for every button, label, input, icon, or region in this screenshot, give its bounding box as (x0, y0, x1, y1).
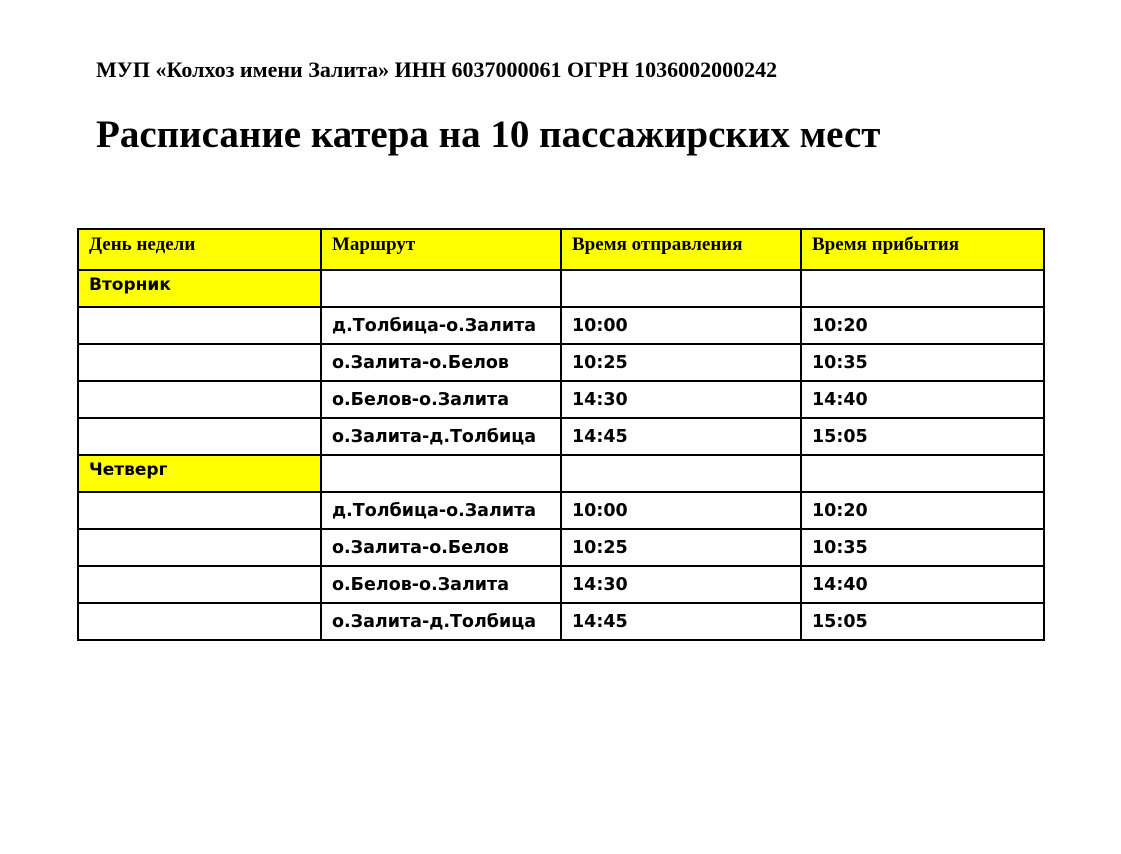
empty-cell (321, 455, 561, 492)
empty-cell (78, 307, 321, 344)
day-row (78, 455, 1044, 492)
column-header-day: День недели (78, 229, 321, 270)
day-cell: Вторник (78, 270, 321, 307)
table-row (78, 492, 1044, 529)
route-cell: о.Белов-о.Залита (321, 381, 561, 418)
table-header-row (78, 229, 1044, 270)
table-row (78, 603, 1044, 640)
empty-cell (78, 566, 321, 603)
column-header-route: Маршрут (321, 229, 561, 270)
table-row (78, 344, 1044, 381)
empty-cell (801, 270, 1044, 307)
route-cell: о.Залита-д.Толбица (321, 418, 561, 455)
route-cell: д.Толбица-о.Залита (321, 492, 561, 529)
departure-cell: 14:30 (561, 381, 801, 418)
arrival-cell: 10:20 (801, 307, 1044, 344)
departure-cell: 14:45 (561, 603, 801, 640)
departure-cell: 10:00 (561, 492, 801, 529)
route-cell: о.Белов-о.Залита (321, 566, 561, 603)
arrival-cell: 15:05 (801, 418, 1044, 455)
empty-cell (321, 270, 561, 307)
empty-cell (78, 492, 321, 529)
route-cell: о.Залита-д.Толбица (321, 603, 561, 640)
empty-cell (561, 270, 801, 307)
departure-cell: 10:25 (561, 344, 801, 381)
table-row (78, 381, 1044, 418)
table-row (78, 418, 1044, 455)
arrival-cell: 15:05 (801, 603, 1044, 640)
empty-cell (78, 418, 321, 455)
empty-cell (801, 455, 1044, 492)
arrival-cell: 10:35 (801, 529, 1044, 566)
empty-cell (78, 603, 321, 640)
empty-cell (78, 344, 321, 381)
empty-cell (78, 381, 321, 418)
empty-cell (561, 455, 801, 492)
page-title: Расписание катера на 10 пассажирских мест (96, 113, 881, 156)
table-row (78, 566, 1044, 603)
day-cell: Четверг (78, 455, 321, 492)
route-cell: д.Толбица-о.Залита (321, 307, 561, 344)
table-row (78, 307, 1044, 344)
empty-cell (78, 529, 321, 566)
arrival-cell: 10:35 (801, 344, 1044, 381)
departure-cell: 10:00 (561, 307, 801, 344)
route-cell: о.Залита-о.Белов (321, 529, 561, 566)
schedule-table (77, 228, 1045, 641)
arrival-cell: 14:40 (801, 566, 1044, 603)
column-header-departure: Время отправления (561, 229, 801, 270)
column-header-arrival: Время прибытия (801, 229, 1044, 270)
day-row (78, 270, 1044, 307)
departure-cell: 14:45 (561, 418, 801, 455)
arrival-cell: 10:20 (801, 492, 1044, 529)
departure-cell: 10:25 (561, 529, 801, 566)
route-cell: о.Залита-о.Белов (321, 344, 561, 381)
departure-cell: 14:30 (561, 566, 801, 603)
table-row (78, 529, 1044, 566)
arrival-cell: 14:40 (801, 381, 1044, 418)
organization-line: МУП «Колхоз имени Залита» ИНН 6037000061 ОГРН 1036002000242 (96, 57, 778, 82)
